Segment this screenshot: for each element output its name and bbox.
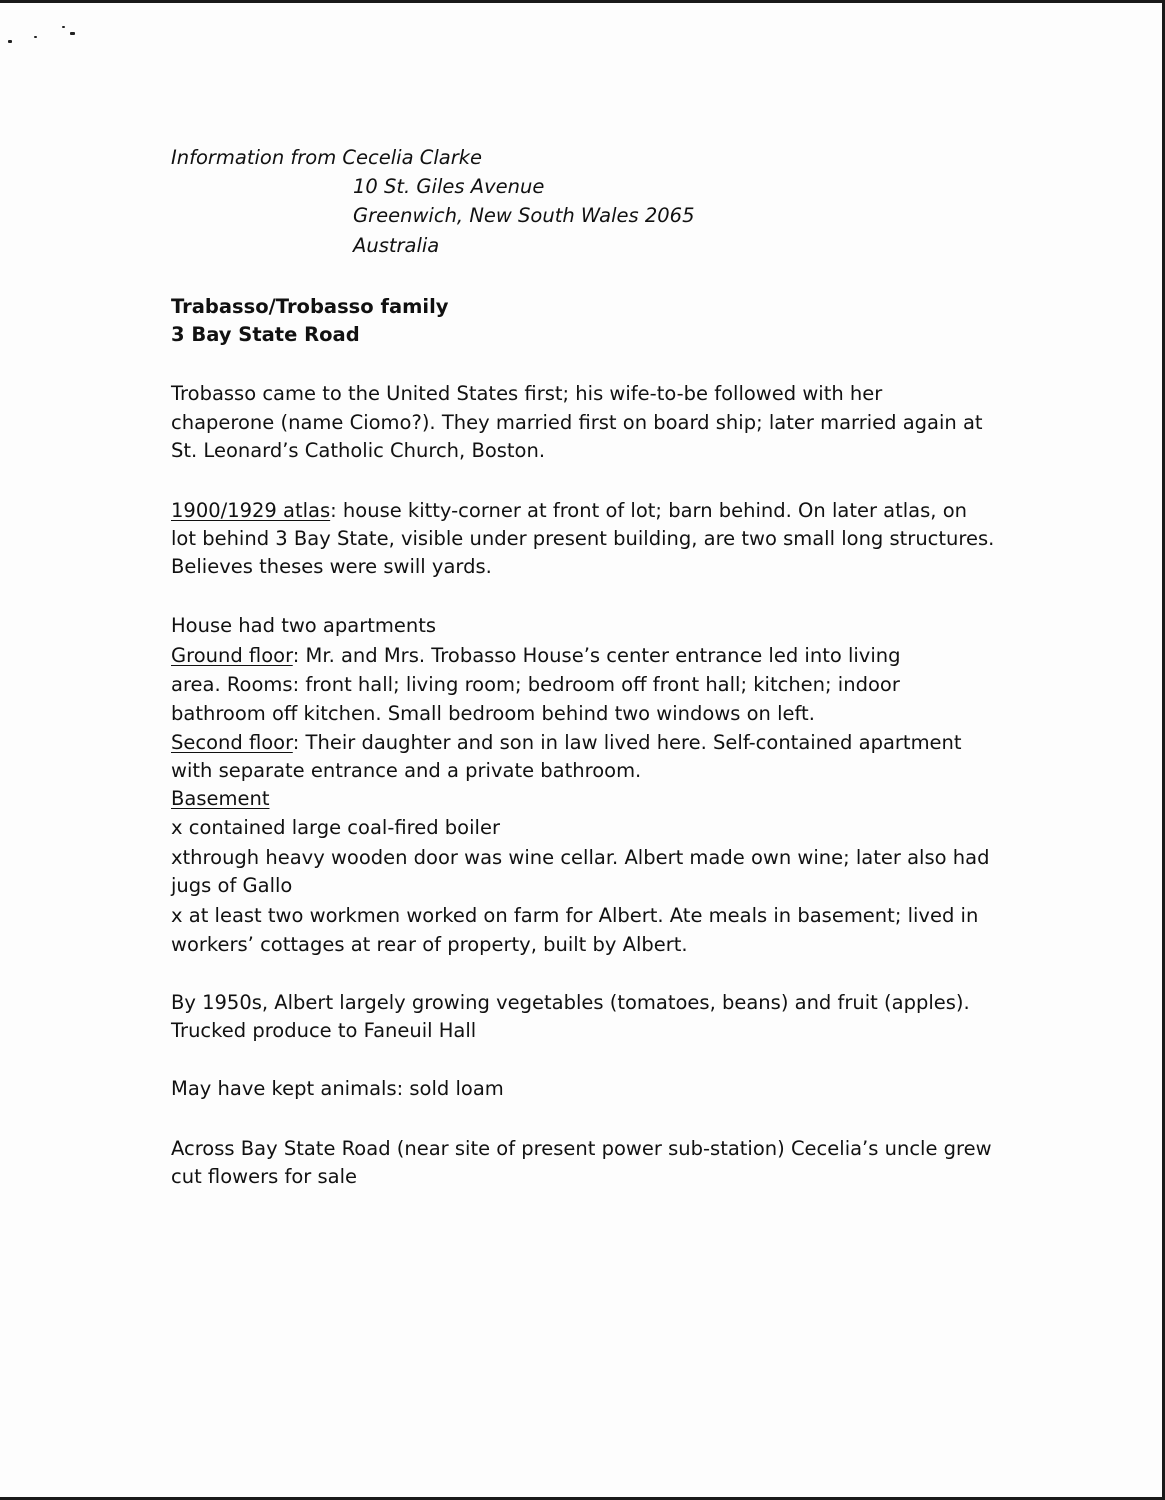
para3-line-1: By 1950s, Albert largely growing vegetables (tomatoes, beans) and fruit (apples). bbox=[171, 991, 970, 1014]
second-line-1 bbox=[171, 729, 962, 757]
para1-line-1: Trobasso came to the United States first; his wife-to-be followed with her bbox=[171, 382, 883, 405]
basement-item-1: x contained large coal-fired boiler bbox=[171, 816, 500, 839]
para1-line-2: chaperone (name Ciomo?). They married first on board ship; later married again at bbox=[171, 411, 983, 434]
atlas-label: 1900/1929 atlas bbox=[171, 499, 331, 522]
second-floor-label: Second floor bbox=[171, 731, 293, 754]
basement-item-2: xthrough heavy wooden door was wine cellar. Albert made own wine; later also had bbox=[171, 846, 990, 869]
basement-label: Basement bbox=[171, 787, 270, 810]
ground-line-3: bathroom off kitchen. Small bedroom behind two windows on left. bbox=[171, 702, 815, 725]
ground-line-2: area. Rooms: front hall; living room; bedroom off front hall; kitchen; indoor bbox=[171, 673, 900, 696]
para5-line-1: Across Bay State Road (near site of present power sub-station) Cecelia’s uncle grew bbox=[171, 1137, 992, 1160]
scan-mark bbox=[34, 36, 37, 38]
second-floor-text: : Their daughter and son in law lived here. Self-contained apartment bbox=[292, 731, 962, 754]
address-line-1: 10 St. Giles Avenue bbox=[353, 175, 545, 198]
address-line-2: Greenwich, New South Wales 2065 bbox=[353, 204, 695, 227]
para5-line-2: cut flowers for sale bbox=[171, 1165, 357, 1188]
family-address: 3 Bay State Road bbox=[171, 323, 360, 346]
para1-line-3: St. Leonard’s Catholic Church, Boston. bbox=[171, 439, 546, 462]
scan-mark bbox=[8, 40, 12, 43]
scan-mark bbox=[70, 32, 75, 35]
ground-floor-text: : Mr. and Mrs. Trobasso House’s center entrance led into living bbox=[292, 644, 901, 667]
para3-line-2: Trucked produce to Faneuil Hall bbox=[171, 1019, 477, 1042]
para2-line-1 bbox=[171, 497, 967, 525]
house-intro: House had two apartments bbox=[171, 614, 437, 637]
from-line: Information from Cecelia Clarke bbox=[171, 146, 483, 169]
para2-line-2: lot behind 3 Bay State, visible under present building, are two small long structures. bbox=[171, 527, 995, 550]
basement-item-3-cont: workers’ cottages at rear of property, built by Albert. bbox=[171, 933, 688, 956]
ground-line-1 bbox=[171, 642, 901, 670]
atlas-text: : house kitty-corner at front of lot; barn behind. On later atlas, on bbox=[330, 499, 967, 522]
para4: May have kept animals: sold loam bbox=[171, 1077, 504, 1100]
scan-mark bbox=[62, 26, 65, 28]
ground-floor-label: Ground floor bbox=[171, 644, 293, 667]
scan-edge-top bbox=[0, 0, 1165, 3]
address-line-3: Australia bbox=[353, 234, 440, 257]
basement-item-3: x at least two workmen worked on farm for Albert. Ate meals in basement; lived in bbox=[171, 904, 979, 927]
basement-item-2-cont: jugs of Gallo bbox=[171, 874, 293, 897]
family-title: Trabasso/Trobasso family bbox=[171, 295, 449, 318]
para2-line-3: Believes theses were swill yards. bbox=[171, 555, 492, 578]
second-line-2: with separate entrance and a private bathroom. bbox=[171, 759, 642, 782]
